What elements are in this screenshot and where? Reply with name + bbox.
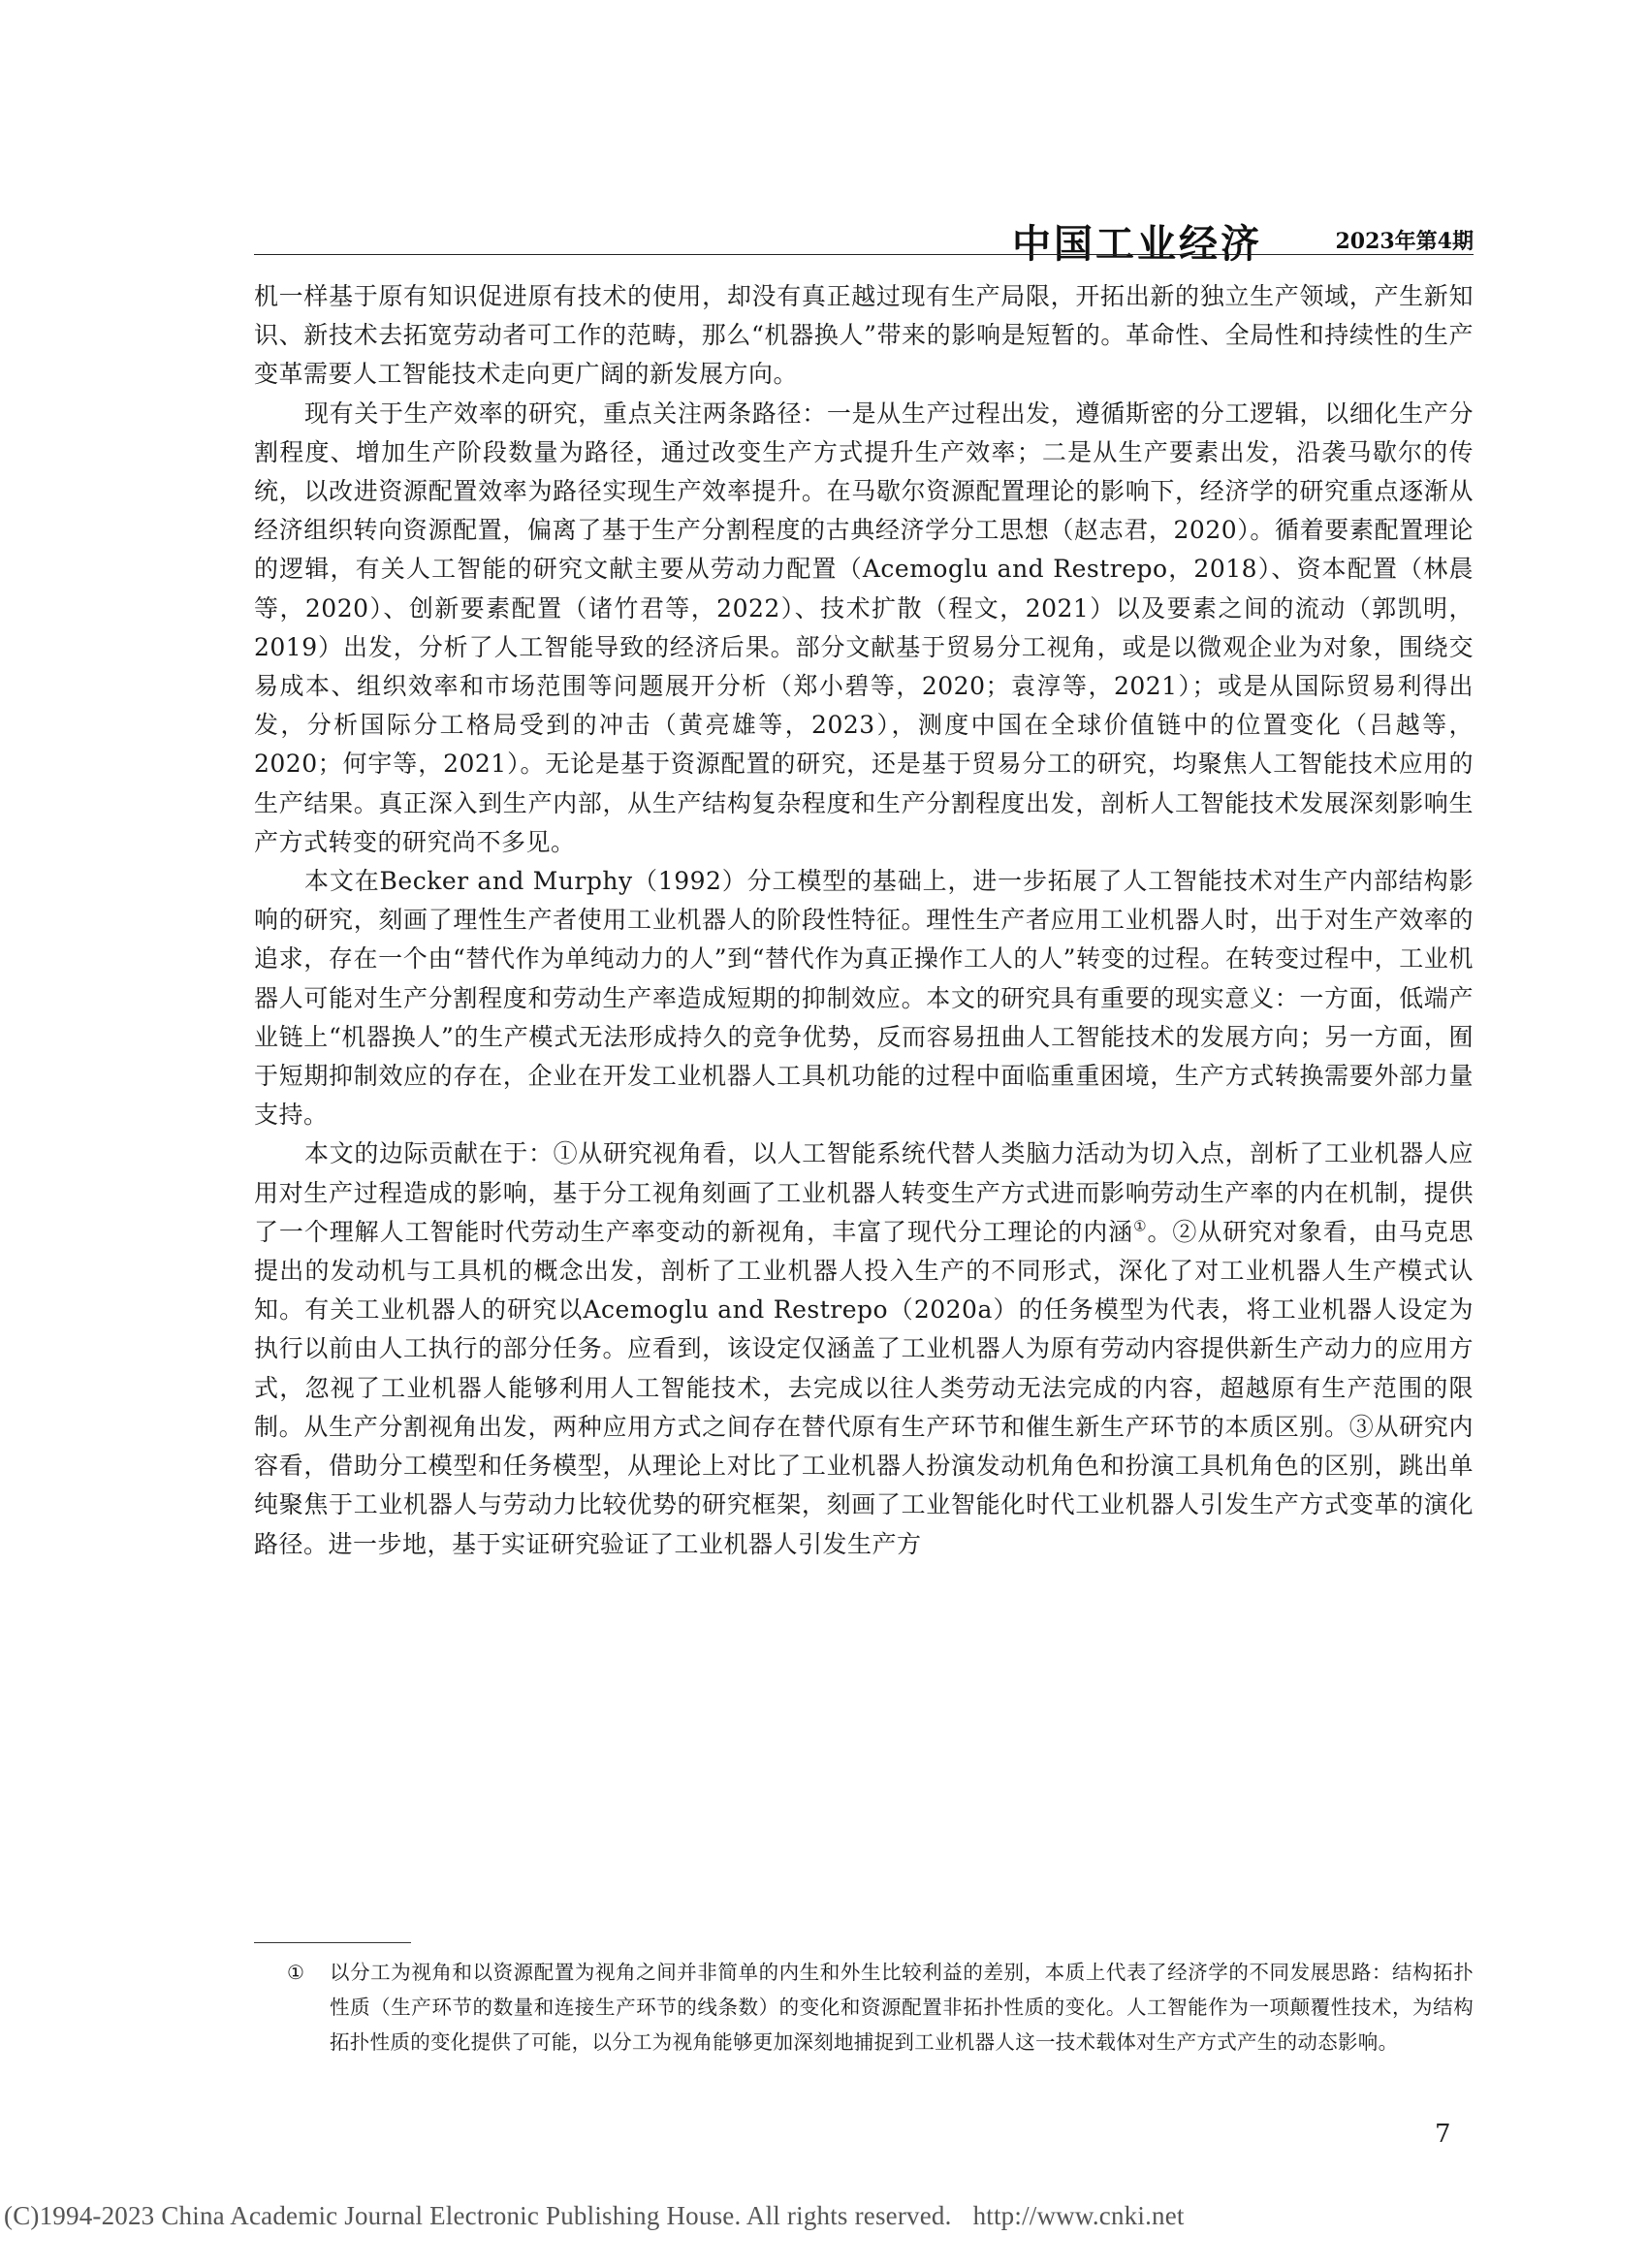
footnote-reference[interactable]: ①: [1133, 1217, 1148, 1235]
running-header: [254, 211, 1474, 266]
issue-label: 2023年第4期: [1335, 229, 1474, 254]
copyright-notice: (C)1994-2023 China Academic Journal Electronic Publishing House. All rights reserved.: [4, 2201, 952, 2230]
article-body: [254, 277, 1474, 1564]
footnote: [287, 1955, 1474, 2060]
copyright-footer: [0, 2201, 1649, 2231]
footnote-rule: [254, 1942, 411, 1943]
header-rule: [254, 254, 1474, 255]
footnote-mark: ①: [287, 1961, 305, 1984]
footnote-text: 以分工为视角和以资源配置为视角之间并非简单的内生和外生比较利益的差别，本质上代表了经济学的不同发展思路：结构拓扑性质（生产环节的数量和连接生产环节的线条数）的变化和资源配置非拓扑性质的变化。人工智能作为一项颠覆性技术，为结构拓扑性质的变化提供了可能，以分工为视角能够更加深刻地捕捉到工业机器人这一技术载体对生产方式产生的动态影响。: [330, 1961, 1474, 2054]
paragraph-text: 本文的边际贡献在于：①从研究视角看，以人工智能系统代替人类脑力活动为切入点，剖析了工业机器人应用对生产过程造成的影响，基于分工视角刻画了工业机器人转变生产方式进而影响劳动生产率的内在机制，提供了一个理解人工智能时代劳动生产率变动的新视角，丰富了现代分工理论的内涵: [254, 1139, 1474, 1246]
paragraph: 机一样基于原有知识促进原有技术的使用，却没有真正越过现有生产局限，开拓出新的独立生产领域，产生新知识、新技术去拓宽劳动者可工作的范畴，那么“机器换人”带来的影响是短暂的。革命性、全局性和持续性的生产变革需要人工智能技术走向更广阔的新发展方向。: [254, 282, 1474, 389]
cnki-link[interactable]: http://www.cnki.net: [972, 2201, 1185, 2230]
paragraph: [254, 1134, 1474, 1563]
page-number: 7: [1435, 2120, 1451, 2149]
journal-name: 中国工业经济: [1012, 222, 1262, 267]
paragraph: 本文在Becker and Murphy（1992）分工模型的基础上，进一步拓展了人工智能技术对生产内部结构影响的研究，刻画了理性生产者使用工业机器人的阶段性特征。理性生产者应用工业机器人时，出于对生产效率的追求，存在一个由“替代作为单纯动力的人”到“替代作为真正操作工人的人”转变的过程。在转变过程中，工业机器人可能对生产分割程度和劳动生产率造成短期的抑制效应。本文的研究具有重要的现实意义：一方面，低端产业链上“机器换人”的生产模式无法形成持久的竞争优势，反而容易扭曲人工智能技术的发展方向；另一方面，囿于短期抑制效应的存在，企业在开发工业机器人工具机功能的过程中面临重重困境，生产方式转换需要外部力量支持。: [254, 867, 1474, 1130]
paragraph-text: 。②从研究对象看，由马克思提出的发动机与工具机的概念出发，剖析了工业机器人投入生产的不同形式，深化了对工业机器人生产模式认知。有关工业机器人的研究以Acemoglu and Restrepo（2020a）的任务模型为代表，将工业机器人设定为执行以前由人工执行的部分任务。应看到，该设定仅涵盖了工业机器人为原有劳动内容提供新生产动力的应用方式，忽视了工业机器人能够利用人工智能技术，去完成以往人类劳动无法完成的内容，超越原有生产范围的限制。从生产分割视角出发，两种应用方式之间存在替代原有生产环节和催生新生产环节的本质区别。③从研究内容看，借助分工模型和任务模型，从理论上对比了工业机器人扮演发动机角色和扮演工具机角色的区别，跳出单纯聚焦于工业机器人与劳动力比较优势的研究框架，刻画了工业智能化时代工业机器人引发生产方式变革的演化路径。进一步地，基于实证研究验证了工业机器人引发生产方: [254, 1217, 1474, 1558]
paragraph: 现有关于生产效率的研究，重点关注两条路径：一是从生产过程出发，遵循斯密的分工逻辑，以细化生产分割程度、增加生产阶段数量为路径，通过改变生产方式提升生产效率；二是从生产要素出发，沿袭马歇尔的传统，以改进资源配置效率为路径实现生产效率提升。在马歇尔资源配置理论的影响下，经济学的研究重点逐渐从经济组织转向资源配置，偏离了基于生产分割程度的古典经济学分工思想（赵志君，2020）。循着要素配置理论的逻辑，有关人工智能的研究文献主要从劳动力配置（Acemoglu and Restrepo，2018）、资本配置（林晨等，2020）、创新要素配置（诸竹君等，2022）、技术扩散（程文，2021）以及要素之间的流动（郭凯明，2019）出发，分析了人工智能导致的经济后果。部分文献基于贸易分工视角，或是以微观企业为对象，围绕交易成本、组织效率和市场范围等问题展开分析（郑小碧等，2020；袁淳等，2021）；或是从国际贸易利得出发，分析国际分工格局受到的冲击（黄亮雄等，2023），测度中国在全球价值链中的位置变化（吕越等，2020；何宇等，2021）。无论是基于资源配置的研究，还是基于贸易分工的研究，均聚焦人工智能技术应用的生产结果。真正深入到生产内部，从生产结构复杂程度和生产分割程度出发，剖析人工智能技术发展深刻影响生产方式转变的研究尚不多见。: [254, 399, 1474, 856]
